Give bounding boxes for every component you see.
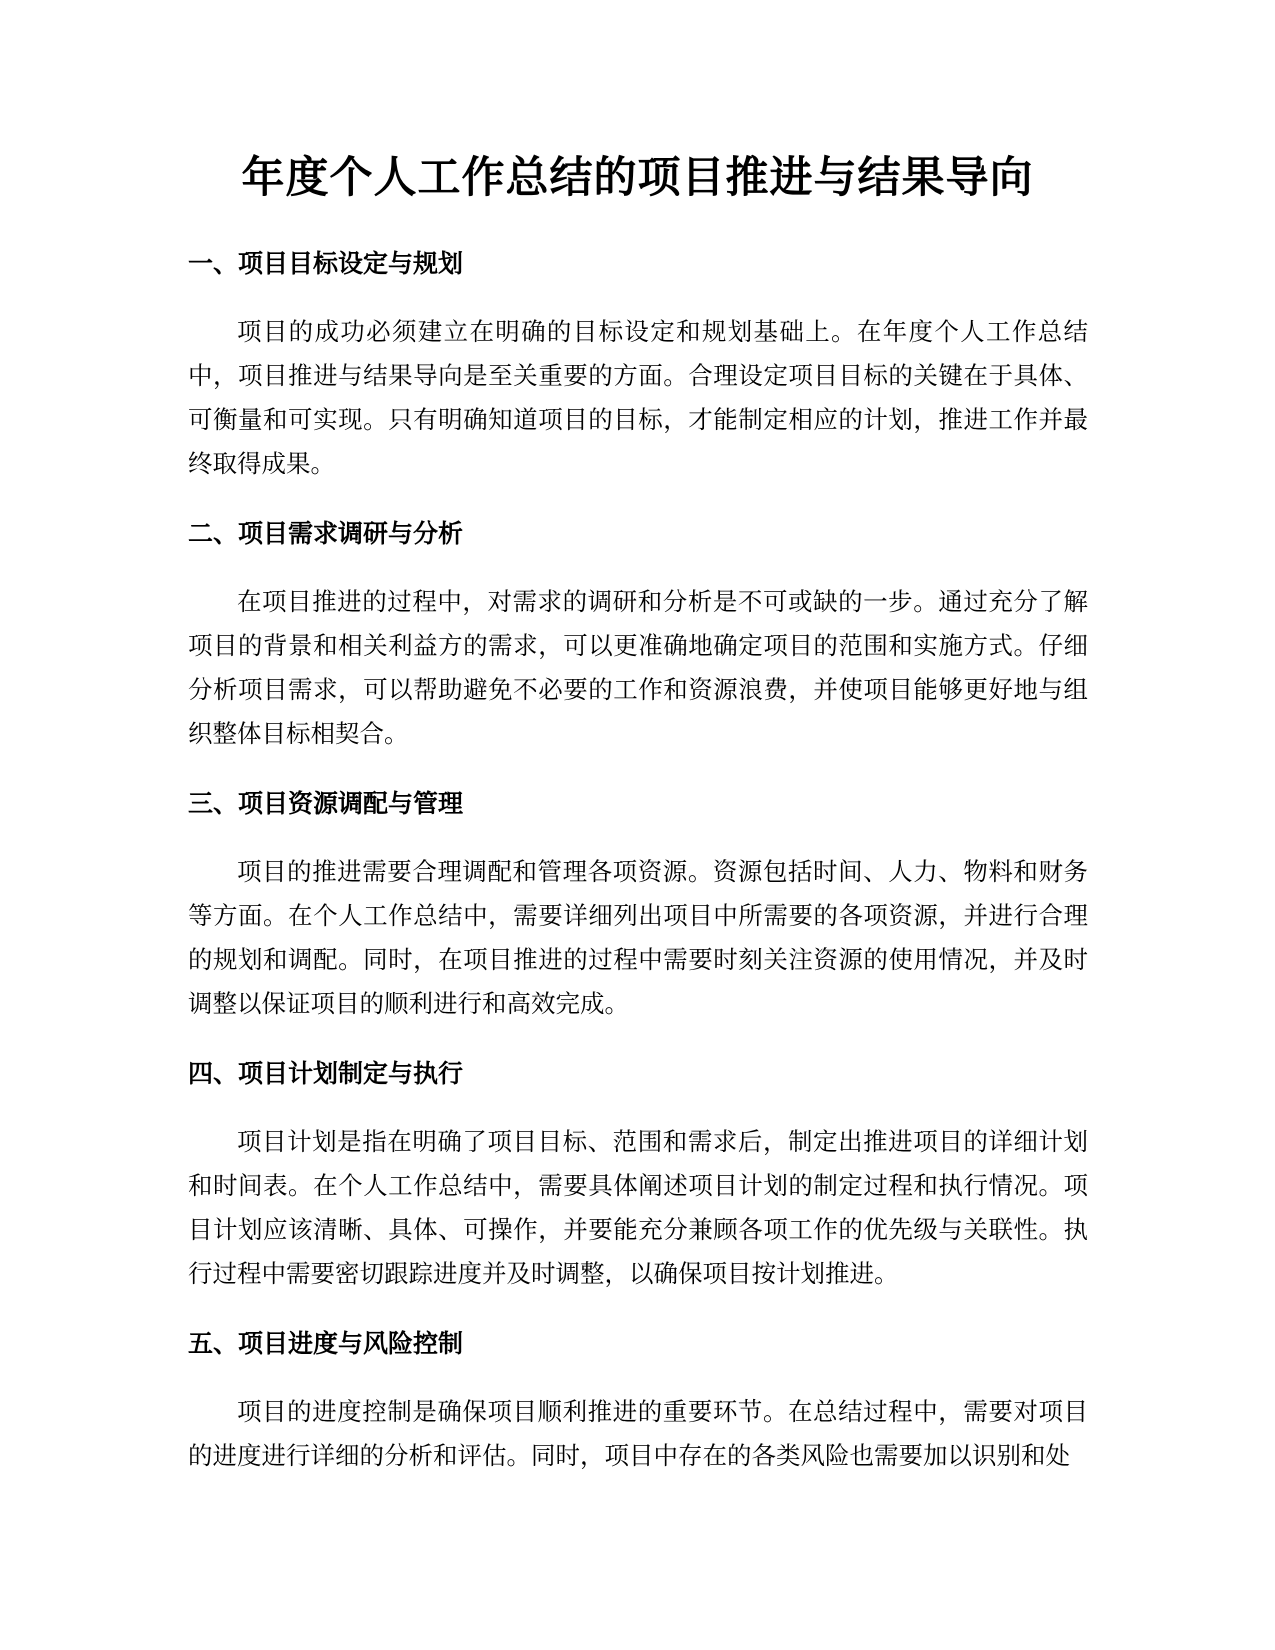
section-paragraph: 项目的进度控制是确保项目顺利推进的重要环节。在总结过程中，需要对项目的进度进行详细的分析和评估。同时，项目中存在的各类风险也需要加以识别和处 — [188, 1397, 1088, 1470]
section-heading: 五、项目进度与风险控制 — [188, 1329, 464, 1358]
section-heading: 四、项目计划制定与执行 — [188, 1059, 464, 1088]
section-paragraph: 项目的成功必须建立在明确的目标设定和规划基础上。在年度个人工作总结中，项目推进与结果导向是至关重要的方面。合理设定项目目标的关键在于具体、可衡量和可实现。只有明确知道项目的目标，才能制定相应的计划，推进工作并最终取得成果。 — [188, 317, 1088, 478]
section-plan-execution — [188, 1056, 1088, 1296]
section-paragraph: 在项目推进的过程中，对需求的调研和分析是不可或缺的一步。通过充分了解项目的背景和相关利益方的需求，可以更准确地确定项目的范围和实施方式。仔细分析项目需求，可以帮助避免不必要的工作和资源浪费，并使项目能够更好地与组织整体目标相契合。 — [188, 587, 1088, 748]
section-heading: 一、项目目标设定与规划 — [188, 249, 464, 278]
section-goal-setting — [188, 246, 1088, 486]
section-paragraph: 项目计划是指在明确了项目目标、范围和需求后，制定出推进项目的详细计划和时间表。在个人工作总结中，需要具体阐述项目计划的制定过程和执行情况。项目计划应该清晰、具体、可操作，并要能充分兼顾各项工作的优先级与关联性。执行过程中需要密切跟踪进度并及时调整，以确保项目按计划推进。 — [188, 1127, 1088, 1288]
section-resource-management — [188, 786, 1088, 1026]
section-heading: 二、项目需求调研与分析 — [188, 519, 464, 548]
section-heading: 三、项目资源调配与管理 — [188, 789, 464, 818]
section-requirements-analysis — [188, 516, 1088, 756]
document-content — [188, 240, 1088, 1508]
section-paragraph: 项目的推进需要合理调配和管理各项资源。资源包括时间、人力、物料和财务等方面。在个人工作总结中，需要详细列出项目中所需要的各项资源，并进行合理的规划和调配。同时，在项目推进的过程中需要时刻关注资源的使用情况，并及时调整以保证项目的顺利进行和高效完成。 — [188, 857, 1088, 1018]
document-title: 年度个人工作总结的项目推进与结果导向 — [241, 153, 1034, 203]
section-progress-risk-control — [188, 1326, 1088, 1478]
